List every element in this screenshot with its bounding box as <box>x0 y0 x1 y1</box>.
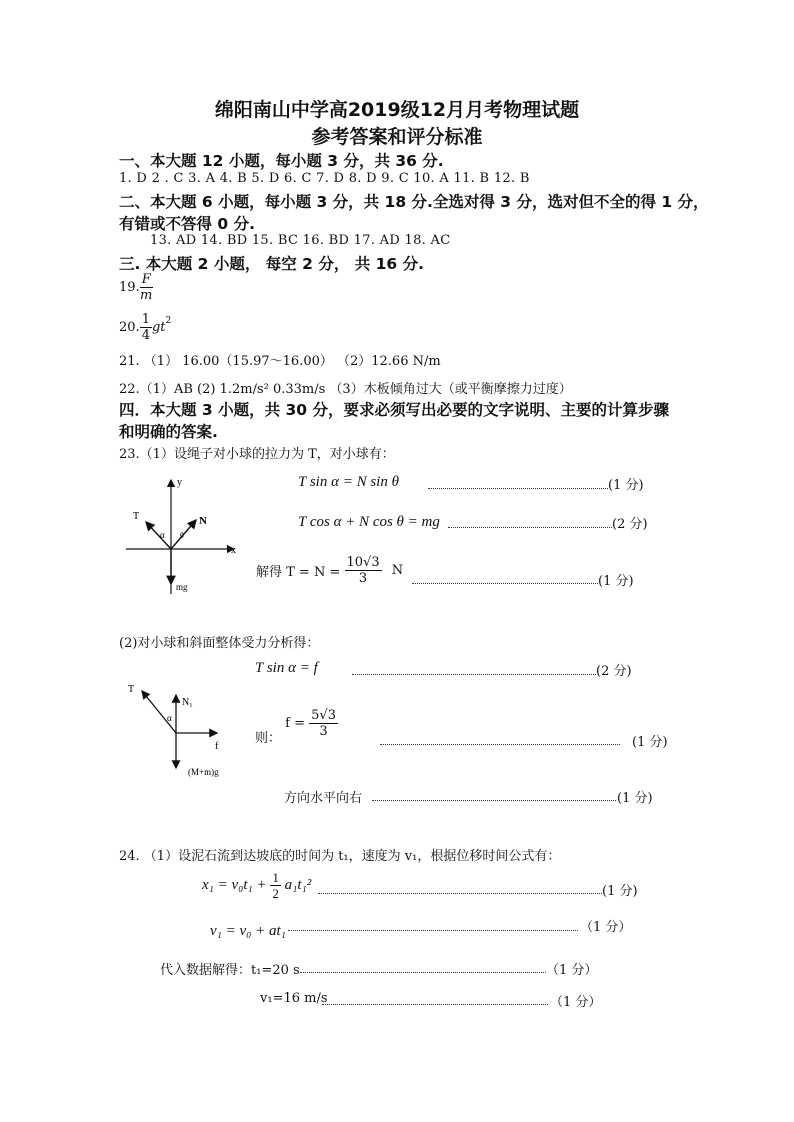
q24-eq1-denominator: 2 <box>272 886 279 901</box>
q23-eq3-unit: N <box>391 563 404 578</box>
q24-eq2-leader <box>288 930 578 931</box>
q24-intro: 24. （1）设泥石流到达坡底的时间为 t₁，速度为 v₁，根据位移时间公式有： <box>119 849 561 864</box>
tension-arrow-2 <box>142 691 176 733</box>
q23-eq2: T cos α + N cos θ = mg <box>298 514 440 530</box>
q23-eq3-leader <box>412 583 598 584</box>
q24-eq1-fraction <box>270 870 281 901</box>
q20-denominator: 4 <box>141 328 150 343</box>
part2-heading-line1: 二、本大题 6 小题，每小题 3 分，共 18 分.全选对得 3 分，选对但不全的得 1 分， <box>119 193 709 211</box>
force-diagram-ball <box>120 472 245 597</box>
q23-eq1-score: (1 分) <box>608 478 644 493</box>
q23-eq5-score: (1 分) <box>632 735 668 750</box>
q23-eq3-fraction <box>345 555 382 586</box>
q23-eq3-prefix: 解得 T = N = <box>256 565 341 580</box>
q24-eq1-leader <box>318 893 602 894</box>
part3-heading: 三. 本大题 2 小题， 每空 2 分， 共 16 分. <box>119 255 424 273</box>
q24-eq2: v₁ = v₀ + at₁ <box>210 923 286 939</box>
q23-eq3-numerator: 10√3 <box>346 555 380 570</box>
fig1-alpha-label: α <box>160 530 165 540</box>
q19-answer <box>119 272 153 303</box>
q23-eq3-denominator: 3 <box>358 571 368 586</box>
q23-eq5-denominator: 3 <box>319 724 328 739</box>
q23-part2-intro: (2)对小球和斜面整体受力分析得： <box>119 636 320 651</box>
part1-heading: 一、本大题 12 小题，每小题 3 分，共 36 分. <box>119 152 444 170</box>
page-subtitle: 参考答案和评分标准 <box>311 126 483 148</box>
fig2-N1-label: N₁ <box>182 697 193 708</box>
q19-label: 19. <box>119 280 140 295</box>
q19-fraction <box>140 272 153 303</box>
part2-heading-line2: 有错或不答得 0 分. <box>119 215 255 233</box>
fig1-y-label: y <box>177 477 182 488</box>
force-diagram-system <box>122 680 252 780</box>
q23-eq4: T sin α = f <box>255 660 318 676</box>
q24-eq1-numerator: 1 <box>272 870 279 885</box>
q23-eq1-leader <box>428 488 608 489</box>
q23-eq6-leader <box>372 800 616 801</box>
q23-eq5-leader <box>380 744 620 745</box>
fig1-mg-label: mg <box>176 582 188 592</box>
q23-eq5-fraction <box>309 708 338 739</box>
q23-eq6-score: (1 分) <box>617 791 653 806</box>
q22-answer: 22.（1）AB (2) 1.2m/s² 0.33m/s （3）木板倾角过大（或平衡摩擦力过度） <box>119 382 572 397</box>
q24-eq4-leader <box>322 1004 548 1005</box>
q23-eq2-score: (2 分) <box>612 517 648 532</box>
q23-eq3-score: (1 分) <box>598 574 634 589</box>
fig1-N-label: N <box>199 515 207 527</box>
fig2-T-label: T <box>128 684 135 695</box>
q19-numerator: F <box>141 272 151 287</box>
q19-denominator: m <box>140 288 153 303</box>
fig1-T-label: T <box>133 511 140 522</box>
fig2-alpha-label: α <box>167 713 172 723</box>
tension-arrow <box>146 522 171 549</box>
q23-eq5-numerator: 5√3 <box>311 708 336 723</box>
q20-answer <box>119 312 171 343</box>
q20-sup: 2 <box>165 316 172 326</box>
q23-eq5-prefix: 则： <box>255 731 282 746</box>
q24-eq3-score: （1 分） <box>546 963 598 978</box>
fig1-theta-label: θ <box>180 531 184 540</box>
fig2-f-label: f <box>215 741 219 752</box>
part2-answers: 13. AD 14. BD 15. BC 16. BD 17. AD 18. AC <box>150 233 451 248</box>
q24-eq1-tail: a₁t₁² <box>284 877 312 893</box>
q23-eq2-leader <box>448 527 612 528</box>
q23-eq5-lhs: f = <box>285 716 305 731</box>
q20-tail: gt <box>151 320 166 335</box>
part1-answers: 1. D 2 . C 3. A 4. B 5. D 6. C 7. D 8. D 9. C 10. A 11. B 12. B <box>119 171 530 186</box>
part4-heading-line1: 四．本大题 3 小题，共 30 分，要求必须写出必要的文字说明、主要的计算步骤 <box>119 401 669 419</box>
q23-eq6: 方向水平向右 <box>284 791 363 806</box>
q23-eq4-score: (2 分) <box>596 664 632 679</box>
q24-eq4: v₁=16 m/s <box>260 991 328 1006</box>
q20-numerator: 1 <box>141 312 150 327</box>
page-title: 绵阳南山中学高2019级12月月考物理试题 <box>214 99 580 121</box>
q24-eq1-score: (1 分) <box>602 884 638 899</box>
q23-eq1: T sin α = N sin θ <box>298 474 399 490</box>
q23-part1-intro: 23.（1）设绳子对小球的拉力为 T，对小球有： <box>119 447 395 462</box>
q24-eq4-score: （1 分） <box>550 995 602 1010</box>
q23-eq3 <box>256 555 403 586</box>
q21-answer: 21. （1） 16.00（15.97～16.00） （2）12.66 N/m <box>119 354 441 369</box>
part4-heading-line2: 和明确的答案. <box>119 423 218 441</box>
q23-eq5 <box>255 701 338 746</box>
q24-eq1-lhs: x₁ = v₀t₁ + <box>202 877 267 893</box>
fig1-x-label: x <box>231 545 236 556</box>
q23-eq4-leader <box>352 674 596 675</box>
q20-label: 20. <box>119 320 140 335</box>
q24-eq3: 代入数据解得：t₁=20 s <box>160 963 300 978</box>
q20-fraction <box>140 312 152 343</box>
q24-eq1 <box>202 870 311 901</box>
q24-eq3-leader <box>300 972 546 973</box>
q24-eq2-score: （1 分） <box>580 920 632 935</box>
fig2-g-label: (M+m)g <box>188 767 219 777</box>
